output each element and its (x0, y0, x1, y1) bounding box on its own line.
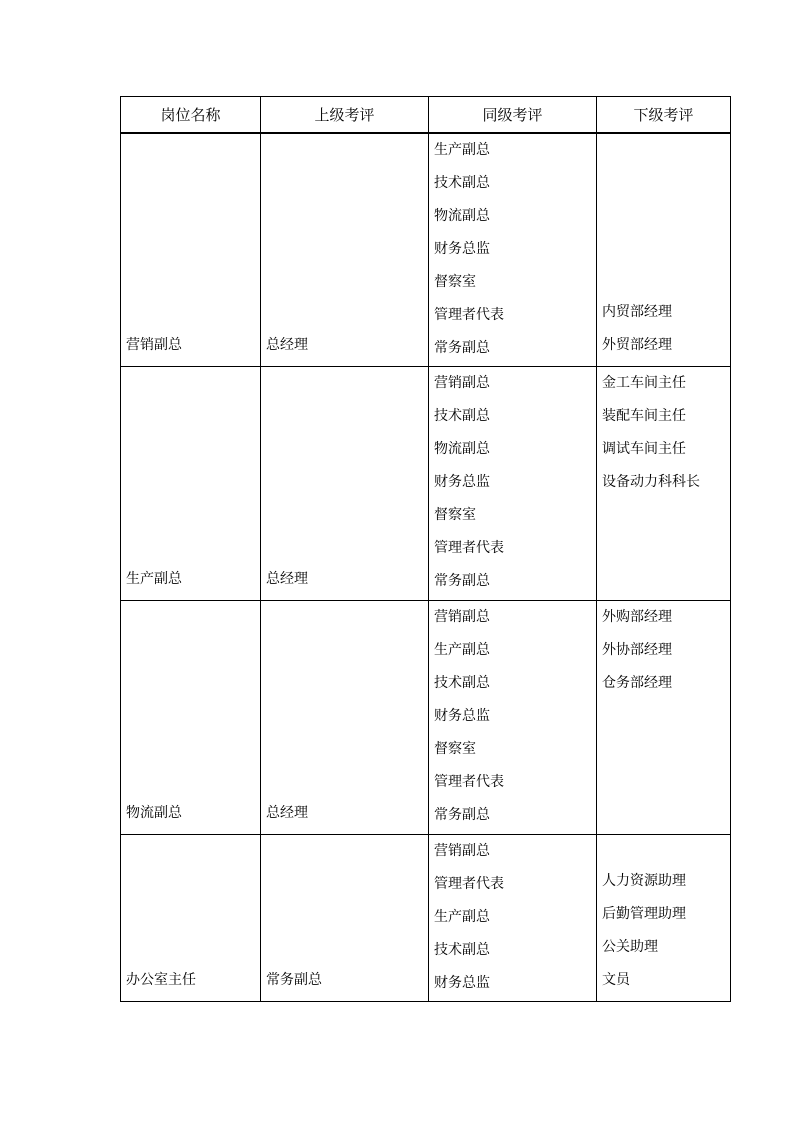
peer-item: 督察室 (434, 273, 476, 290)
subordinate-item: 后勤管理助理 (602, 906, 686, 922)
subordinates-cell (597, 601, 731, 835)
peer-item: 财务总监 (434, 975, 490, 991)
subordinate-item: 装配车间主任 (602, 408, 686, 424)
table-row (121, 133, 731, 367)
superior-cell (261, 835, 429, 1002)
subordinate-item: 设备动力科科长 (602, 474, 700, 490)
subordinate-item: 外协部经理 (602, 642, 672, 658)
peer-item: 物流副总 (434, 207, 490, 224)
header-peers: 同级考评 (429, 97, 597, 133)
subordinate-item: 人力资源助理 (602, 873, 686, 889)
table-row (121, 601, 731, 835)
peer-item: 财务总监 (434, 240, 490, 257)
peer-item: 物流副总 (434, 441, 490, 457)
peer-item: 督察室 (434, 507, 476, 523)
peer-item: 财务总监 (434, 474, 490, 490)
superior-cell (261, 133, 429, 367)
peer-item: 营销副总 (434, 843, 490, 859)
header-subordinates: 下级考评 (597, 97, 731, 133)
peer-item: 管理者代表 (434, 306, 504, 323)
subordinate-item: 外贸部经理 (602, 337, 672, 353)
subordinate-item: 调试车间主任 (602, 441, 686, 457)
peer-item: 营销副总 (434, 609, 490, 625)
peer-item: 技术副总 (434, 942, 490, 958)
superior-name: 总经理 (266, 571, 308, 587)
peers-cell (429, 367, 597, 601)
peer-item: 管理者代表 (434, 540, 504, 556)
header-position: 岗位名称 (121, 97, 261, 133)
header-row (121, 97, 731, 133)
peers-cell (429, 835, 597, 1002)
subordinate-item: 内贸部经理 (602, 304, 672, 320)
header-superior: 上级考评 (261, 97, 429, 133)
peer-item: 管理者代表 (434, 774, 504, 790)
subordinate-item: 文员 (602, 972, 630, 988)
peer-item: 技术副总 (434, 408, 490, 424)
position-name: 物流副总 (126, 805, 182, 821)
subordinates-cell (597, 367, 731, 601)
position-cell (121, 835, 261, 1002)
subordinate-item: 公关助理 (602, 939, 658, 955)
peer-item: 常务副总 (434, 573, 490, 589)
peer-item: 常务副总 (434, 807, 490, 823)
position-name: 生产副总 (126, 571, 182, 587)
subordinate-item: 外购部经理 (602, 609, 672, 625)
subordinates-cell (597, 133, 731, 367)
peers-cell (429, 601, 597, 835)
peer-item: 技术副总 (434, 174, 490, 191)
position-name: 办公室主任 (126, 972, 196, 988)
peer-item: 生产副总 (434, 141, 490, 158)
subordinate-item: 仓务部经理 (602, 675, 672, 691)
peer-item: 生产副总 (434, 909, 490, 925)
subordinate-item: 金工车间主任 (602, 375, 686, 391)
superior-name: 总经理 (266, 805, 308, 821)
position-name: 营销副总 (126, 337, 182, 353)
subordinates-cell (597, 835, 731, 1002)
table-row (121, 835, 731, 1002)
superior-cell (261, 601, 429, 835)
peer-item: 财务总监 (434, 708, 490, 724)
peer-item: 常务副总 (434, 339, 490, 356)
peers-cell (429, 133, 597, 367)
peer-item: 营销副总 (434, 375, 490, 391)
peer-item: 督察室 (434, 741, 476, 757)
superior-name: 常务副总 (266, 972, 322, 988)
peer-item: 生产副总 (434, 642, 490, 658)
peer-item: 技术副总 (434, 675, 490, 691)
table-row (121, 367, 731, 601)
peer-item: 管理者代表 (434, 876, 504, 892)
position-cell (121, 133, 261, 367)
position-cell (121, 601, 261, 835)
superior-name: 总经理 (266, 337, 308, 353)
superior-cell (261, 367, 429, 601)
evaluation-table (120, 96, 731, 1002)
position-cell (121, 367, 261, 601)
